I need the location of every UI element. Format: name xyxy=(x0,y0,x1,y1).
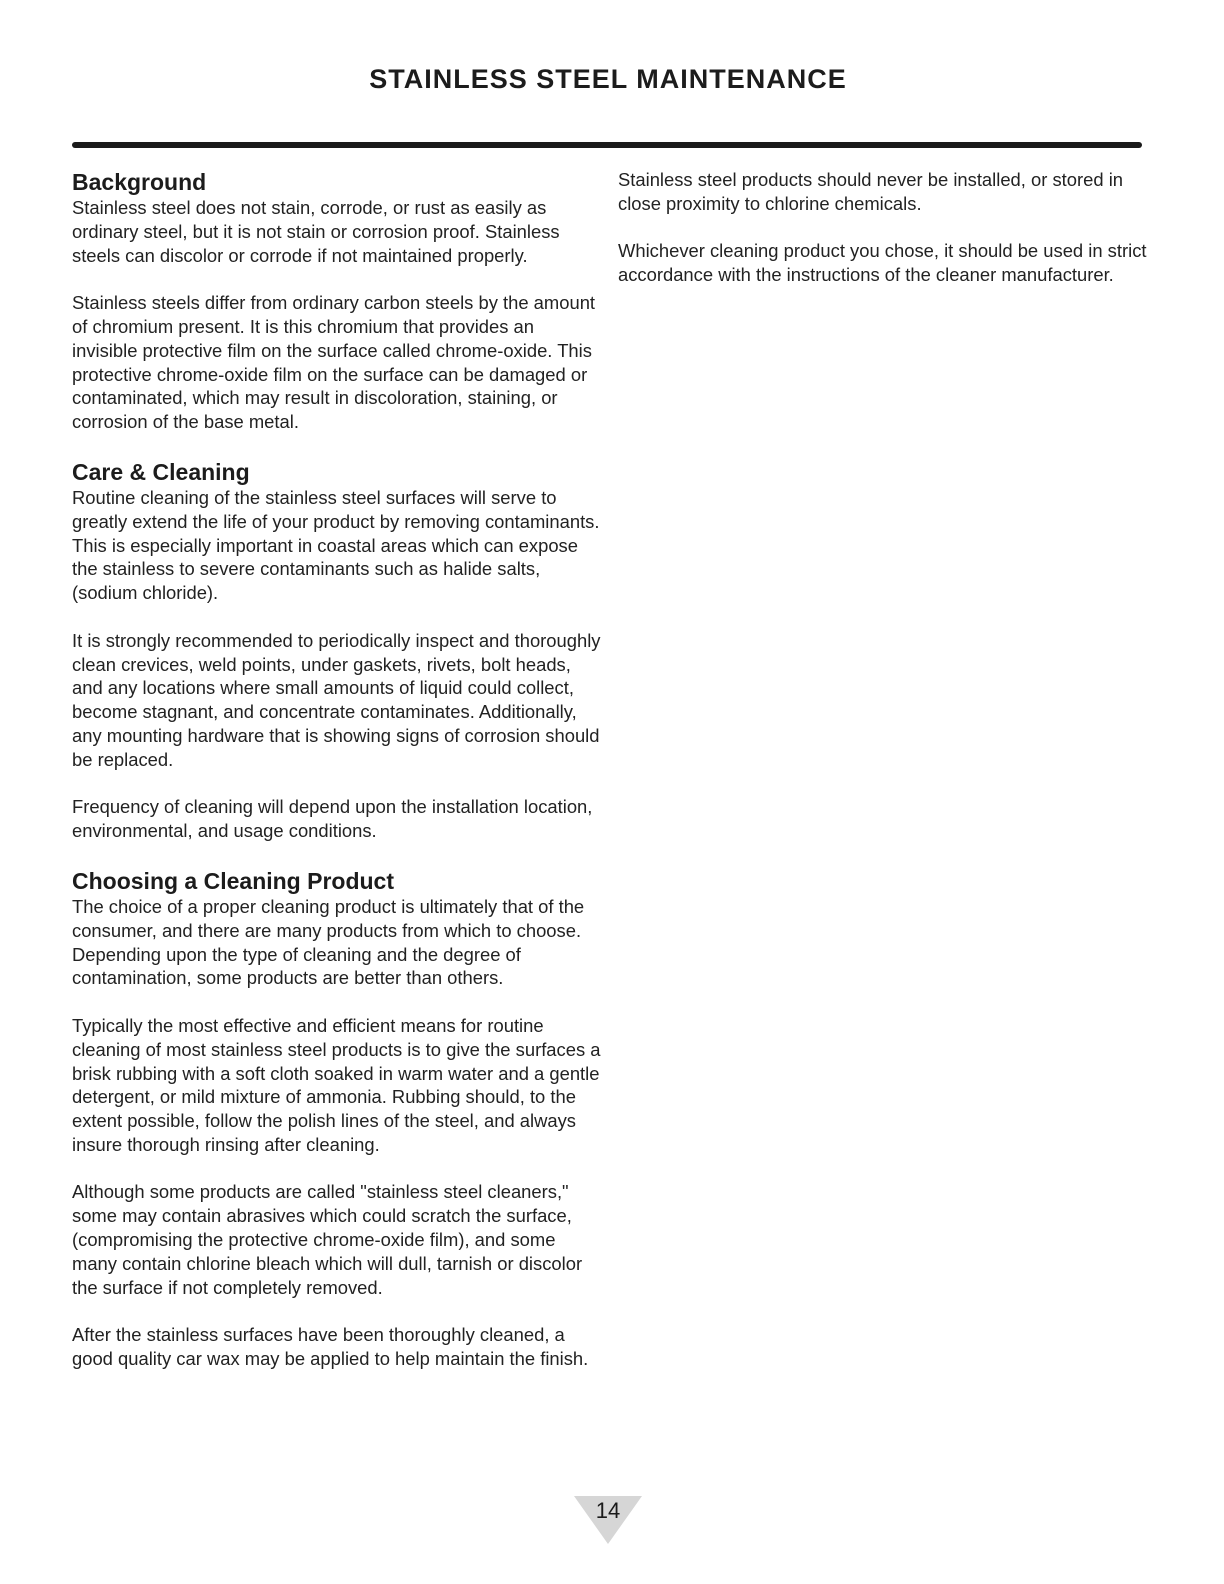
title-divider xyxy=(72,142,1142,148)
section-care-cleaning xyxy=(72,458,602,843)
section-background xyxy=(72,168,602,434)
paragraph: Although some products are called "stainless steel cleaners," some may contain abrasives which could scratch the surface, (compromising the protective chrome-oxide film), and some many contain chlorine bleach which will dull, tarnish or discolor the surface if not completely removed. xyxy=(72,1181,583,1298)
paragraph: Frequency of cleaning will depend upon the installation location, environmental, and usage conditions. xyxy=(72,796,593,842)
paragraph: Whichever cleaning product you chose, it should be used in strict accordance with the instructions of the cleaner manufacturer. xyxy=(618,240,1147,286)
section-heading: Background xyxy=(72,169,207,195)
paragraph: Stainless steel products should never be installed, or stored in close proximity to chlorine chemicals. xyxy=(618,169,1124,214)
paragraph: After the stainless surfaces have been thoroughly cleaned, a good quality car wax may be applied to help maintain the finish. xyxy=(72,1324,589,1370)
page-marker xyxy=(574,1496,642,1544)
page-title: STAINLESS STEEL MAINTENANCE xyxy=(369,64,847,94)
section-heading: Choosing a Cleaning Product xyxy=(72,867,395,894)
section-heading: Care & Cleaning xyxy=(72,458,250,485)
page-number: 14 xyxy=(595,1498,621,1523)
section-choosing-product xyxy=(72,867,602,1371)
left-column xyxy=(72,168,602,1395)
paragraph: Routine cleaning of the stainless steel surfaces will serve to greatly extend the life of your product by removing contaminants. This is especially important in coastal areas which can expose the stainless to severe contaminants such as halide salts, (sodium chloride). xyxy=(72,486,600,604)
paragraph: Typically the most effective and efficient means for routine cleaning of most stainless steel products is to give the surfaces a brisk rubbing with a soft cloth soaked in warm water and a gentle detergent, or mild mixture of ammonia. Rubbing should, to the extent possible, follow the polish lines of the steel, and always insure thorough rinsing after cleaning. xyxy=(72,1014,601,1155)
paragraph: Stainless steels differ from ordinary carbon steels by the amount of chromium present. It is this chromium that provides an invisible protective film on the surface called chrome-oxide. This protective chrome-oxide film on the surface can be damaged or contaminated, which may result in discoloration, staining, or corrosion of the base metal. xyxy=(72,292,596,433)
paragraph: The choice of a proper cleaning product is ultimately that of the consumer, and there are many products from which to choose. Depending upon the type of cleaning and the degree of contamination, some products are better than others. xyxy=(72,895,585,989)
paragraph: Stainless steel does not stain, corrode, or rust as easily as ordinary steel, but it is not stain or corrosion proof. Stainless steels can discolor or corrode if not maintained properly. xyxy=(72,197,560,266)
paragraph: It is strongly recommended to periodically inspect and thoroughly clean crevices, weld points, under gaskets, rivets, bolt heads, and any locations where small amounts of liquid could collect, become stagnant, and concentrate contaminates. Additionally, any mounting hardware that is showing signs of corrosion should be replaced. xyxy=(72,629,601,770)
right-column xyxy=(618,168,1148,311)
